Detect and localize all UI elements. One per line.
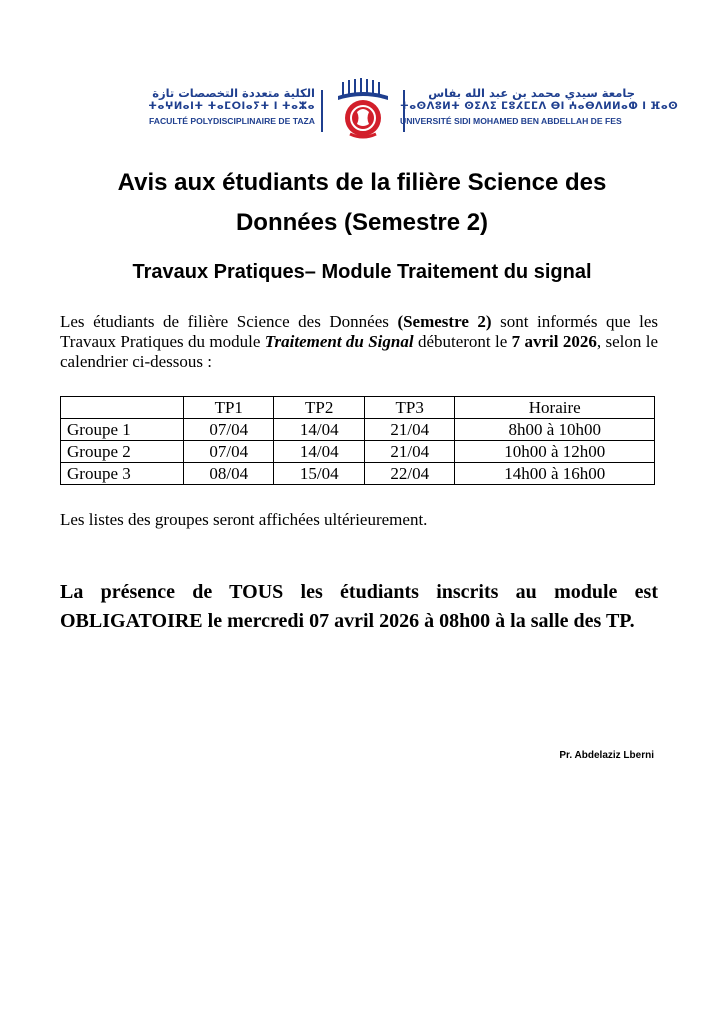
faculty-name-tifinagh: ⵜⴰⵖⵍⴰⵏⵜ ⵜⴰⵎⵔⵏⴰⵢⵜ ⵏ ⵜⴰⵣⴰ — [148, 101, 315, 112]
university-name-arabic: جامعة سيدي محمد بن عبد الله بفاس — [428, 86, 635, 100]
notice-title-line1: Avis aux étudiants de la filière Science des — [117, 169, 607, 196]
table-row — [61, 419, 655, 441]
university-name-latin: UNIVERSITÉ SIDI MOHAMED BEN ABDELLAH DE FES — [400, 116, 622, 126]
table-cell: 14/04 — [274, 419, 364, 441]
faculty-name-latin: FACULTÉ POLYDISCIPLINAIRE DE TAZA — [149, 116, 315, 126]
table-header-cell: TP2 — [274, 397, 364, 419]
intro-text-3: débuteront le — [413, 332, 512, 351]
table-cell-group: Groupe 1 — [61, 419, 184, 441]
intro-start-date: 7 avril 2026 — [511, 332, 597, 351]
table-row — [61, 463, 655, 485]
table-cell-group: Groupe 3 — [61, 463, 184, 485]
intro-module-name: Traitement du Signal — [264, 332, 414, 351]
signature: Pr. Abdelaziz Lberni — [559, 750, 654, 761]
notice-subtitle: Travaux Pratiques– Module Traitement du signal — [132, 261, 592, 283]
groups-list-note: Les listes des groupes seront affichées ultérieurement. — [60, 510, 428, 529]
table-cell: 21/04 — [364, 441, 454, 463]
table-cell: 15/04 — [274, 463, 364, 485]
attendance-warning: La présence de TOUS les étudiants inscrits au module est OBLIGATOIRE le mercredi 07 avril 2026 à 08h00 à la salle des TP. — [60, 581, 658, 632]
table-header-row — [61, 397, 655, 419]
faculty-name-arabic: الكلية متعددة التخصصات تازة — [152, 86, 315, 100]
notice-title-line2: Données (Semestre 2) — [235, 209, 489, 236]
intro-text-4: , selon le calendrier ci-dessous : — [60, 332, 658, 371]
table-cell: 07/04 — [184, 441, 274, 463]
table-cell: 10h00 à 12h00 — [455, 441, 655, 463]
table-header-cell: TP1 — [184, 397, 274, 419]
intro-semester: (Semestre 2) — [397, 312, 492, 331]
table-cell: 08/04 — [184, 463, 274, 485]
table-cell: 14h00 à 16h00 — [455, 463, 655, 485]
table-cell: 07/04 — [184, 419, 274, 441]
table-header-cell: TP3 — [364, 397, 454, 419]
letterhead — [95, 78, 679, 142]
intro-text-1: Les étudiants de filière Science des Données — [60, 312, 398, 331]
table-cell: 21/04 — [364, 419, 454, 441]
table-row — [61, 441, 655, 463]
table-cell: 8h00 à 10h00 — [455, 419, 655, 441]
university-name-block — [400, 86, 679, 128]
header-divider-left — [321, 90, 323, 132]
university-name-tifinagh: ⵜⴰⵙⴷⵓⵍⵜ ⵙⵉⴷⵉ ⵎⵓⵃⵎⵎⴷ ⴱⵏ ⵄⴰⴱⴷⵍⵍⴰⵀ ⵏ ⴼⴰⵙ — [400, 101, 679, 112]
table-cell: 22/04 — [364, 463, 454, 485]
tp-schedule-table — [60, 396, 655, 485]
intro-text-2: sont informés que les Travaux Pratiques du module — [60, 312, 659, 351]
notice-title — [62, 163, 662, 243]
faculty-name-block — [95, 86, 315, 128]
intro-paragraph — [60, 312, 658, 372]
table-header-cell — [61, 397, 184, 419]
table-header-cell: Horaire — [455, 397, 655, 419]
table-cell: 14/04 — [274, 441, 364, 463]
university-crest-icon — [328, 78, 398, 142]
table-cell-group: Groupe 2 — [61, 441, 184, 463]
